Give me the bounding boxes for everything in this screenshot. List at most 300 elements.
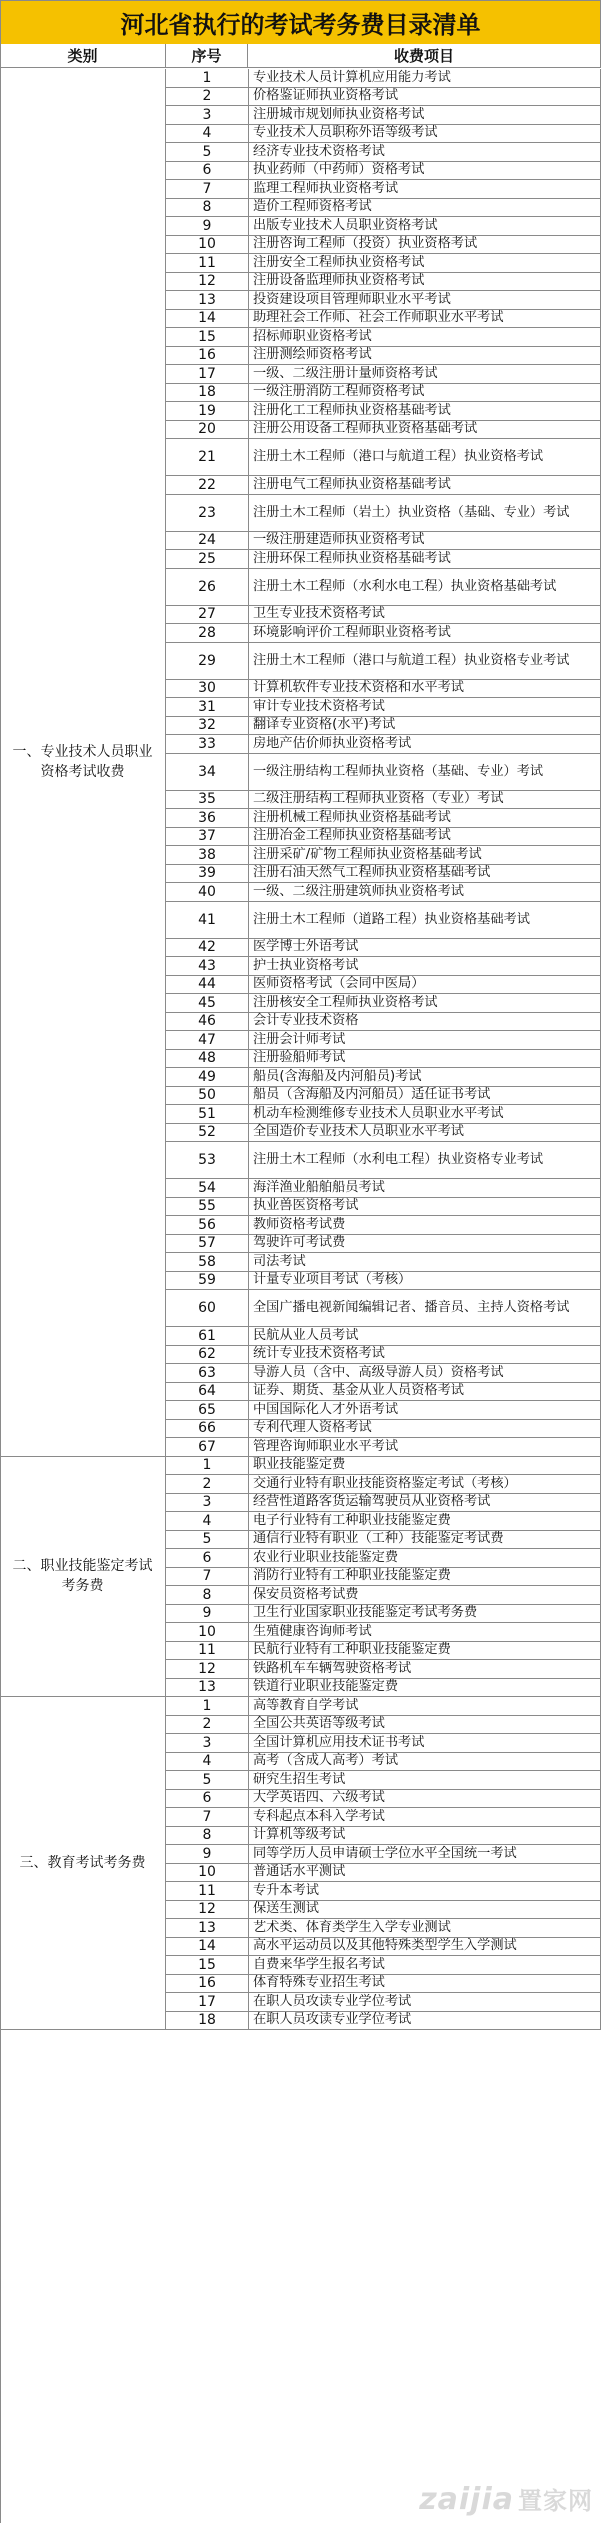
row-item: 注册化工工程师执业资格基础考试	[249, 402, 601, 420]
row-item: 注册安全工程师执业资格考试	[249, 254, 601, 272]
row-number: 16	[166, 347, 249, 365]
row-item: 高考（含成人高考）考试	[249, 1753, 601, 1771]
table-row	[166, 1993, 601, 2012]
table-row	[166, 957, 601, 976]
row-number: 4	[166, 125, 249, 143]
row-item: 注册会计师考试	[249, 1031, 601, 1049]
row-item: 交通行业特有职业技能资格鉴定考试（考核）	[249, 1475, 601, 1493]
row-item: 价格鉴证师执业资格考试	[249, 88, 601, 106]
table-row	[166, 1716, 601, 1735]
table-row	[166, 883, 601, 902]
row-item: 注册城市规划师执业资格考试	[249, 106, 601, 124]
table-row	[166, 569, 601, 606]
row-number: 7	[166, 1808, 249, 1826]
table-row	[166, 902, 601, 939]
row-number: 16	[166, 1975, 249, 1993]
table-row	[166, 273, 601, 292]
row-item: 专科起点本科入学考试	[249, 1808, 601, 1826]
row-number: 43	[166, 957, 249, 975]
row-item: 注册环保工程师执业资格基础考试	[249, 550, 601, 568]
row-item: 证券、期货、基金从业人员资格考试	[249, 1383, 601, 1401]
category-cell: 三、教育考试考务费	[0, 1697, 166, 2030]
row-item: 高等教育自学考试	[249, 1697, 601, 1715]
row-item: 造价工程师资格考试	[249, 199, 601, 217]
row-item: 会计专业技术资格	[249, 1013, 601, 1031]
row-item: 医师资格考试（会同中医局）	[249, 976, 601, 994]
row-number: 8	[166, 1827, 249, 1845]
row-number: 53	[166, 1142, 249, 1178]
row-number: 52	[166, 1124, 249, 1142]
table-row	[166, 1290, 601, 1327]
row-number: 12	[166, 1901, 249, 1919]
row-number: 40	[166, 883, 249, 901]
table-row	[166, 199, 601, 218]
row-item: 海洋渔业船舶船员考试	[249, 1179, 601, 1197]
table-row	[166, 1124, 601, 1143]
table-row	[166, 624, 601, 643]
table-row	[166, 1272, 601, 1291]
table-row	[166, 2012, 601, 2031]
row-number: 32	[166, 717, 249, 735]
row-item: 大学英语四、六级考试	[249, 1790, 601, 1808]
table-row	[166, 865, 601, 884]
row-item: 招标师职业资格考试	[249, 328, 601, 346]
row-item: 注册咨询工程师（投资）执业资格考试	[249, 236, 601, 254]
left-border	[0, 44, 1, 2523]
table-row	[166, 1475, 601, 1494]
table-row	[166, 384, 601, 403]
table-row	[166, 1346, 601, 1365]
row-item: 农业行业职业技能鉴定费	[249, 1549, 601, 1567]
row-number: 35	[166, 791, 249, 809]
row-item: 一级、二级注册计量师资格考试	[249, 365, 601, 383]
row-item: 计量专业项目考试（考核）	[249, 1272, 601, 1290]
row-number: 63	[166, 1364, 249, 1382]
row-item: 在职人员攻读专业学位考试	[249, 1993, 601, 2011]
table-row	[166, 254, 601, 273]
row-number: 19	[166, 402, 249, 420]
row-number: 3	[166, 106, 249, 124]
row-number: 9	[166, 217, 249, 235]
table-row	[166, 310, 601, 329]
row-number: 49	[166, 1068, 249, 1086]
row-number: 56	[166, 1216, 249, 1234]
category-cell: 一、专业技术人员职业资格考试收费	[0, 69, 166, 1457]
table-row	[166, 439, 601, 476]
row-item: 研究生招生考试	[249, 1771, 601, 1789]
table-row	[166, 291, 601, 310]
table-row	[166, 1605, 601, 1624]
table-row	[166, 1494, 601, 1513]
row-number: 45	[166, 994, 249, 1012]
row-number: 8	[166, 199, 249, 217]
row-item: 一级注册建造师执业资格考试	[249, 532, 601, 550]
row-item: 司法考试	[249, 1253, 601, 1271]
header-item: 收费项目	[248, 44, 601, 68]
row-item: 船员(含海船及内河船员)考试	[249, 1068, 601, 1086]
row-item: 电子行业特有工种职业技能鉴定费	[249, 1512, 601, 1530]
row-number: 12	[166, 1660, 249, 1678]
row-item: 二级注册结构工程师执业资格（专业）考试	[249, 791, 601, 809]
table-row	[166, 106, 601, 125]
table-row	[166, 1623, 601, 1642]
row-number: 26	[166, 569, 249, 605]
row-number: 55	[166, 1198, 249, 1216]
table-row	[166, 125, 601, 144]
row-item: 机动车检测维修专业技术人员职业水平考试	[249, 1105, 601, 1123]
table-row	[166, 1401, 601, 1420]
table-row	[166, 1568, 601, 1587]
row-number: 14	[166, 1938, 249, 1956]
row-item: 卫生专业技术资格考试	[249, 606, 601, 624]
row-item: 消防行业特有工种职业技能鉴定费	[249, 1568, 601, 1586]
row-number: 2	[166, 1475, 249, 1493]
row-number: 27	[166, 606, 249, 624]
watermark-logo: zaijia 置家网	[419, 2482, 593, 2517]
row-number: 12	[166, 273, 249, 291]
row-number: 10	[166, 1623, 249, 1641]
table-row	[166, 754, 601, 791]
table-row	[166, 717, 601, 736]
table-row	[166, 1827, 601, 1846]
row-item: 专利代理人资格考试	[249, 1420, 601, 1438]
row-number: 13	[166, 291, 249, 309]
row-item: 全国计算机应用技术证书考试	[249, 1734, 601, 1752]
row-number: 10	[166, 236, 249, 254]
row-number: 17	[166, 1993, 249, 2011]
row-item: 注册机械工程师执业资格基础考试	[249, 809, 601, 827]
category-cell: 二、职业技能鉴定考试考务费	[0, 1457, 166, 1698]
row-number: 41	[166, 902, 249, 938]
row-number: 30	[166, 680, 249, 698]
row-number: 59	[166, 1272, 249, 1290]
row-number: 47	[166, 1031, 249, 1049]
table-row	[166, 698, 601, 717]
table-row	[166, 236, 601, 255]
table-row	[166, 532, 601, 551]
row-item: 铁路机车车辆驾驶资格考试	[249, 1660, 601, 1678]
row-item: 护士执业资格考试	[249, 957, 601, 975]
row-number: 6	[166, 162, 249, 180]
row-number: 39	[166, 865, 249, 883]
table-row	[166, 1697, 601, 1716]
table-row	[166, 1864, 601, 1883]
row-number: 7	[166, 180, 249, 198]
row-number: 36	[166, 809, 249, 827]
table-row	[166, 809, 601, 828]
row-number: 4	[166, 1512, 249, 1530]
row-number: 3	[166, 1734, 249, 1752]
row-number: 62	[166, 1346, 249, 1364]
row-item: 民航从业人员考试	[249, 1327, 601, 1345]
row-item: 专业技术人员职称外语等级考试	[249, 125, 601, 143]
table-row	[166, 217, 601, 236]
table-row	[166, 1050, 601, 1069]
row-item: 注册公用设备工程师执业资格基础考试	[249, 421, 601, 439]
table-row	[166, 1512, 601, 1531]
row-number: 66	[166, 1420, 249, 1438]
row-item: 中国国际化人才外语考试	[249, 1401, 601, 1419]
row-item: 卫生行业国家职业技能鉴定考试考务费	[249, 1605, 601, 1623]
row-number: 50	[166, 1087, 249, 1105]
table-row	[166, 365, 601, 384]
row-item: 注册测绘师资格考试	[249, 347, 601, 365]
row-number: 31	[166, 698, 249, 716]
row-number: 14	[166, 310, 249, 328]
table-row	[166, 180, 601, 199]
row-number: 11	[166, 254, 249, 272]
row-number: 13	[166, 1679, 249, 1697]
row-item: 一级注册结构工程师执业资格（基础、专业）考试	[249, 754, 601, 790]
table-row	[166, 828, 601, 847]
table-row	[166, 643, 601, 680]
table-row	[166, 1753, 601, 1772]
table-row	[166, 1679, 601, 1698]
row-number: 58	[166, 1253, 249, 1271]
table-row	[166, 606, 601, 625]
row-number: 29	[166, 643, 249, 679]
row-number: 38	[166, 846, 249, 864]
row-item: 注册验船师考试	[249, 1050, 601, 1068]
table-row	[166, 421, 601, 440]
row-number: 60	[166, 1290, 249, 1326]
page-title: 河北省执行的考试考务费目录清单	[0, 0, 601, 45]
row-item: 保安员资格考试费	[249, 1586, 601, 1604]
row-number: 3	[166, 1494, 249, 1512]
row-number: 5	[166, 1771, 249, 1789]
row-number: 15	[166, 1956, 249, 1974]
row-item: 一级注册消防工程师资格考试	[249, 384, 601, 402]
row-item: 统计专业技术资格考试	[249, 1346, 601, 1364]
row-number: 54	[166, 1179, 249, 1197]
row-item: 注册土木工程师（水利水电工程）执业资格基础考试	[249, 569, 601, 605]
row-number: 37	[166, 828, 249, 846]
row-number: 22	[166, 476, 249, 494]
row-item: 生殖健康咨询师考试	[249, 1623, 601, 1641]
row-item: 专升本考试	[249, 1882, 601, 1900]
row-number: 57	[166, 1235, 249, 1253]
row-item: 民航行业特有工种职业技能鉴定费	[249, 1642, 601, 1660]
row-item: 体育特殊专业招生考试	[249, 1975, 601, 1993]
row-number: 33	[166, 735, 249, 753]
row-item: 一级、二级注册建筑师执业资格考试	[249, 883, 601, 901]
row-item: 审计专业技术资格考试	[249, 698, 601, 716]
row-number: 1	[166, 1457, 249, 1475]
table-row	[166, 976, 601, 995]
table-row	[166, 1642, 601, 1661]
row-item: 全国广播电视新闻编辑记者、播音员、主持人资格考试	[249, 1290, 601, 1326]
row-item: 执业药师（中药师）资格考试	[249, 162, 601, 180]
row-item: 全国造价专业技术人员职业水平考试	[249, 1124, 601, 1142]
row-item: 驾驶许可考试费	[249, 1235, 601, 1253]
table-row	[166, 1882, 601, 1901]
table-row	[166, 1457, 601, 1476]
row-item: 注册土木工程师（港口与航道工程）执业资格专业考试	[249, 643, 601, 679]
row-number: 64	[166, 1383, 249, 1401]
row-item: 全国公共英语等级考试	[249, 1716, 601, 1734]
table-row	[166, 1975, 601, 1994]
table-row	[166, 1235, 601, 1254]
row-item: 教师资格考试费	[249, 1216, 601, 1234]
row-number: 25	[166, 550, 249, 568]
row-number: 61	[166, 1327, 249, 1345]
row-number: 20	[166, 421, 249, 439]
row-item: 自费来华学生报名考试	[249, 1956, 601, 1974]
table-row	[166, 939, 601, 958]
row-item: 注册土木工程师（道路工程）执业资格基础考试	[249, 902, 601, 938]
row-number: 28	[166, 624, 249, 642]
row-number: 67	[166, 1438, 249, 1456]
row-number: 34	[166, 754, 249, 790]
table-row	[166, 1438, 601, 1457]
row-item: 监理工程师执业资格考试	[249, 180, 601, 198]
table-row	[166, 1956, 601, 1975]
table-row	[166, 1383, 601, 1402]
row-item: 导游人员（含中、高级导游人员）资格考试	[249, 1364, 601, 1382]
row-item: 管理咨询师职业水平考试	[249, 1438, 601, 1456]
row-number: 6	[166, 1549, 249, 1567]
table-row	[166, 1327, 601, 1346]
table-row	[166, 1031, 601, 1050]
table-row	[166, 1216, 601, 1235]
row-item: 注册土木工程师（水利电工程）执业资格专业考试	[249, 1142, 601, 1178]
row-item: 保送生测试	[249, 1901, 601, 1919]
table-row	[166, 1808, 601, 1827]
table-row	[166, 791, 601, 810]
table-row	[166, 476, 601, 495]
row-number: 9	[166, 1845, 249, 1863]
row-number: 23	[166, 495, 249, 531]
table-row	[166, 1660, 601, 1679]
row-number: 18	[166, 2012, 249, 2030]
row-item: 计算机软件专业技术资格和水平考试	[249, 680, 601, 698]
row-number: 42	[166, 939, 249, 957]
row-number: 13	[166, 1919, 249, 1937]
table-row	[166, 495, 601, 532]
row-number: 4	[166, 1753, 249, 1771]
row-item: 执业兽医资格考试	[249, 1198, 601, 1216]
table-row	[166, 69, 601, 88]
row-item: 注册冶金工程师执业资格基础考试	[249, 828, 601, 846]
row-item: 医学博士外语考试	[249, 939, 601, 957]
table-row	[166, 1586, 601, 1605]
row-number: 8	[166, 1586, 249, 1604]
table-row	[166, 1105, 601, 1124]
table-row	[166, 347, 601, 366]
table-row	[166, 1549, 601, 1568]
row-item: 注册土木工程师（港口与航道工程）执业资格考试	[249, 439, 601, 475]
table-row	[166, 402, 601, 421]
row-number: 1	[166, 1697, 249, 1715]
table-row	[166, 550, 601, 569]
row-item: 注册采矿/矿物工程师执业资格基础考试	[249, 846, 601, 864]
row-item: 翻译专业资格(水平)考试	[249, 717, 601, 735]
row-number: 17	[166, 365, 249, 383]
row-item: 经济专业技术资格考试	[249, 143, 601, 161]
row-number: 44	[166, 976, 249, 994]
row-number: 18	[166, 384, 249, 402]
row-number: 21	[166, 439, 249, 475]
row-item: 出版专业技术人员职业资格考试	[249, 217, 601, 235]
row-number: 51	[166, 1105, 249, 1123]
table-row	[166, 1420, 601, 1439]
row-item: 船员（含海船及内河船员）适任证书考试	[249, 1087, 601, 1105]
row-item: 同等学历人员申请硕士学位水平全国统一考试	[249, 1845, 601, 1863]
row-number: 11	[166, 1642, 249, 1660]
table-row	[166, 1734, 601, 1753]
row-number: 46	[166, 1013, 249, 1031]
table-row	[166, 1087, 601, 1106]
row-item: 注册核安全工程师执业资格考试	[249, 994, 601, 1012]
row-number: 2	[166, 1716, 249, 1734]
row-number: 6	[166, 1790, 249, 1808]
table-row	[166, 1179, 601, 1198]
row-item: 经营性道路客货运输驾驶员从业资格考试	[249, 1494, 601, 1512]
row-item: 通信行业特有职业（工种）技能鉴定考试费	[249, 1531, 601, 1549]
table-row	[166, 1013, 601, 1032]
row-number: 65	[166, 1401, 249, 1419]
table-row	[166, 1901, 601, 1920]
table-row	[166, 680, 601, 699]
row-item: 高水平运动员以及其他特殊类型学生入学测试	[249, 1938, 601, 1956]
row-item: 注册设备监理师执业资格考试	[249, 273, 601, 291]
table-row	[166, 1845, 601, 1864]
table-row	[166, 1198, 601, 1217]
row-number: 9	[166, 1605, 249, 1623]
header-category: 类别	[0, 44, 166, 68]
row-number: 5	[166, 143, 249, 161]
row-number: 5	[166, 1531, 249, 1549]
table-row	[166, 1142, 601, 1179]
table-row	[166, 143, 601, 162]
row-item: 房地产估价师执业资格考试	[249, 735, 601, 753]
row-number: 48	[166, 1050, 249, 1068]
row-item: 助理社会工作师、社会工作师职业水平考试	[249, 310, 601, 328]
row-item: 普通话水平测试	[249, 1864, 601, 1882]
table-row	[166, 994, 601, 1013]
table-row	[166, 1938, 601, 1957]
table-row	[166, 88, 601, 107]
table-row	[166, 735, 601, 754]
table-row	[166, 328, 601, 347]
table-row	[166, 1068, 601, 1087]
row-number: 10	[166, 1864, 249, 1882]
table-row	[166, 1919, 601, 1938]
row-item: 专业技术人员计算机应用能力考试	[249, 69, 601, 87]
row-number: 24	[166, 532, 249, 550]
row-item: 注册电气工程师执业资格基础考试	[249, 476, 601, 494]
row-item: 注册土木工程师（岩土）执业资格（基础、专业）考试	[249, 495, 601, 531]
row-item: 注册石油天然气工程师执业资格基础考试	[249, 865, 601, 883]
table-row	[166, 846, 601, 865]
row-number: 1	[166, 69, 249, 87]
table-row	[166, 1531, 601, 1550]
row-item: 在职人员攻读专业学位考试	[249, 2012, 601, 2030]
table-row	[166, 1364, 601, 1383]
table-row	[166, 1790, 601, 1809]
row-item: 环境影响评价工程师职业资格考试	[249, 624, 601, 642]
row-item: 投资建设项目管理师职业水平考试	[249, 291, 601, 309]
header-number: 序号	[166, 44, 248, 68]
row-item: 铁道行业职业技能鉴定费	[249, 1679, 601, 1697]
row-item: 计算机等级考试	[249, 1827, 601, 1845]
row-item: 艺术类、体育类学生入学专业测试	[249, 1919, 601, 1937]
row-item: 职业技能鉴定费	[249, 1457, 601, 1475]
row-number: 11	[166, 1882, 249, 1900]
row-number: 2	[166, 88, 249, 106]
row-number: 15	[166, 328, 249, 346]
row-number: 7	[166, 1568, 249, 1586]
